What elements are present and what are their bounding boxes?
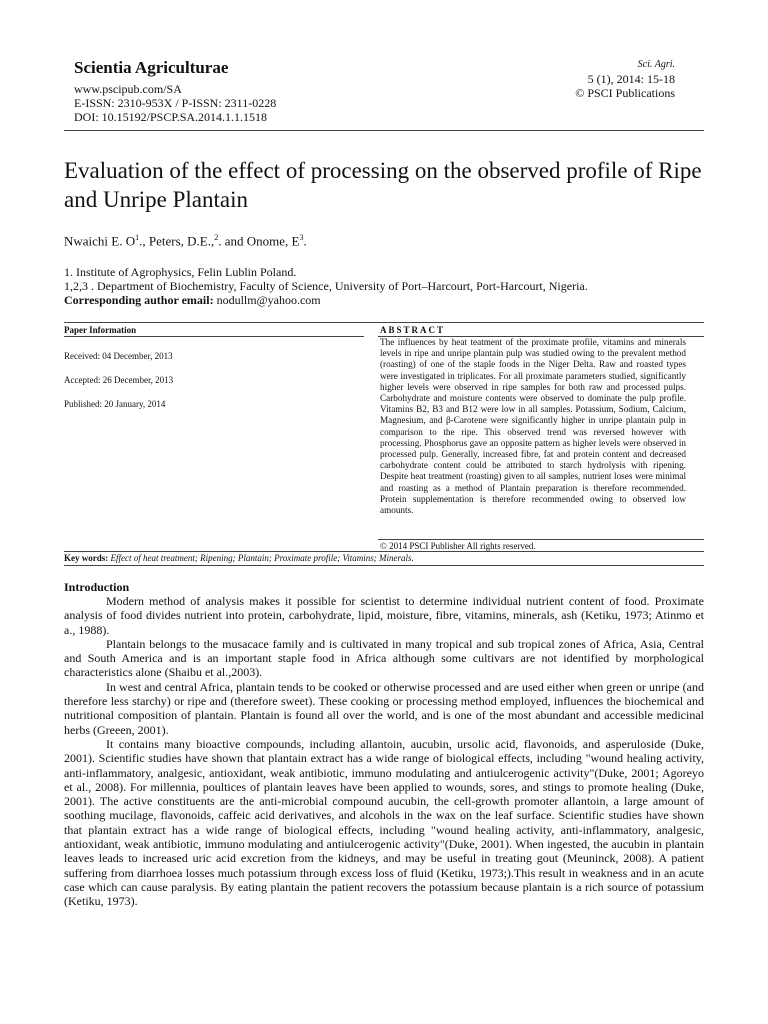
- intro-paragraph-3: In west and central Africa, plantain tends to be cooked or otherwise processed and are used either when green or unripe (and therefore less starchy) or ripe and (therefore sweet). These cooking or processing method employed, influences the biochemical and nutritional composition of plantain. Plantain is found all over the world, and is one of the most abundant and accessible medicinal herbs (Greeen, 2001).: [64, 679, 704, 737]
- corresponding-email[interactable]: nodullm@yahoo.com: [213, 293, 321, 307]
- published-date: Published: 20 January, 2014: [64, 399, 166, 409]
- author-2: ., Peters, D.E.,: [139, 233, 215, 249]
- journal-citation: [475, 58, 675, 100]
- keywords-text: Effect of heat treatment; Ripening; Plantain; Proximate profile; Vitamins; Minerals.: [108, 553, 414, 563]
- abstract-bottom-rule: [378, 539, 704, 540]
- article-doi[interactable]: DOI: 10.15192/PSCP.SA.2014.1.1.1518: [74, 110, 268, 124]
- intro-paragraph-2: Plantain belongs to the musacace family and is cultivated in many tropical and sub tropical zones of Africa, Asia, Central and South America and is an important staple food in Africa although some cultivars are not identified by morphological characteristics alone (Shaibu et al.,2003).: [64, 636, 704, 680]
- author-1: Nwaichi E. O: [64, 233, 136, 249]
- corresponding-author: [64, 293, 588, 307]
- authors-line: [64, 233, 307, 249]
- keywords-bottom-rule: [64, 565, 704, 566]
- introduction-body: [64, 594, 704, 909]
- intro-paragraph-4: It contains many bioactive compounds, including allantoin, aucubin, ursolic acid, flavonoids, and asperuloside (Duke, 2001). Scientific studies have shown that plantain extract has a wide range of biological effects, including "wound healing activity, anti-inflammatory, analgesic, antioxidant, weak antibiotic, immuno modulating and antiulcerogenic activity"(Duke, 2001; Agoreyo et al., 2008). For millennia, poultices of plantain leaves have been applied to wounds, sores, and stings to promote healing (Duke, 2001). The active constituents are the anti-microbial compound aucubin, the cell-growth promoter allantoin, a large amount of soothing mucilage, flavonoids, caffeic acid derivatives, and alcohols in the wax on the leaf surface. Scientific studies have shown that plantain extract has a wide range of biological effects, including "wound healing activity, anti-inflammatory, analgesic, antioxidant, weak antibiotic, immuno modulating and antiulcerogenic activity"(Duke, 2001). When ingested, the aucubin in plantain leaves leads to increased uric acid excretion from the kidneys, and may be useful in treating gout (Meuninck, 2008). A patient suffering from diarrhoea losses much potassium through excess loss of fluid (Ketiku, 1973;).This result in weakness and in an acute case which can cause paralysis. By eating plantain the patient recovers the potassium because plantain is a rich source of potassium (Ketiku, 1973).: [64, 736, 704, 909]
- journal-issn: E-ISSN: 2310-953X / P-ISSN: 2311-0228: [74, 96, 277, 110]
- affiliation-2: 1,2,3 . Department of Biochemistry, Faculty of Science, University of Port–Harcourt, Port-Harcourt, Nigeria.: [64, 279, 588, 293]
- article-title: Evaluation of the effect of processing on the observed profile of Ripe and Unripe Plantain: [64, 158, 702, 212]
- author-1-affil: 1: [135, 233, 140, 242]
- info-top-rule: [64, 322, 704, 323]
- affiliation-1: 1. Institute of Agrophysics, Felin Lublin Poland.: [64, 265, 297, 279]
- intro-paragraph-1: Modern method of analysis makes it possible for scientist to determine individual nutrient content of food. Proximate analysis of food divides nutrient into protein, carbohydrate, lipid, moisture, fibre, vitamins, minerals, ash (Ketiku, 1973; Atinmo et a., 1988).: [64, 594, 704, 637]
- corresponding-label: Corresponding author email:: [64, 293, 214, 307]
- copyright-notice: © 2014 PSCI Publisher All rights reserved.: [380, 541, 536, 551]
- volume-pages: 5 (1), 2014: 15-18: [587, 72, 675, 86]
- authors-end: .: [303, 233, 307, 249]
- received-date: Received: 04 December, 2013: [64, 351, 173, 361]
- journal-website[interactable]: www.pscipub.com/SA: [74, 82, 182, 96]
- journal-name: Scientia Agriculturae: [74, 58, 229, 77]
- author-3: . and Onome, E: [218, 233, 300, 249]
- header-divider: [64, 130, 704, 131]
- journal-header: [74, 58, 276, 124]
- abstract-text: The influences by heat teatment of the proximate profile, vitamins and minerals levels in ripe and unripe plantain pulp was studied owing to the prevalent method (roasting) of one of the staple foods in the Niger Delta. Raw and roasted types were investigated in triplicates. For all proximate parameters studied, significantly higher levels were observed in ripe samples for both raw and processed pulps. Carbohydrate and moisture contents were observed to dominate the pulp profile. Vitamins B2, B3 and B12 were low in all samples. Potassium, Sodium, Calcium, Magnesium, and β-Carotene were significantly higher in unripe plantain pulp in comparison to the ripe. This observed trend was reversed however with processing. Phosphorus gave an opposite pattern as higher levels were observed in processed pulp. Generally, increased fibre, fat and protein content and decreased carbohydrate content could be attributed to starch hydrolysis with ripening. Despite heat treatment (roasting) given to all samples, nutrient loses were minimal and roasting as a method of Plantain preparation is therefore recommended. Protein supplementation is therefore recommended owing to observed low amounts.: [380, 337, 686, 516]
- journal-abbrev: Sci. Agri.: [637, 59, 675, 70]
- keywords-label: Key words:: [64, 553, 109, 563]
- author-3-affil: 3: [299, 233, 304, 242]
- affiliations: [64, 265, 588, 307]
- author-2-affil: 2: [214, 233, 219, 242]
- publisher: © PSCI Publications: [575, 86, 675, 100]
- accepted-date: Accepted: 26 December, 2013: [64, 375, 174, 385]
- introduction-heading: Introduction: [64, 580, 130, 594]
- paper-info-heading: Paper Information: [64, 325, 137, 335]
- abstract-heading: ABSTRACT: [380, 325, 446, 335]
- keywords-top-rule: [64, 551, 704, 552]
- paper-info-underline: [64, 336, 364, 337]
- keywords: [64, 553, 414, 563]
